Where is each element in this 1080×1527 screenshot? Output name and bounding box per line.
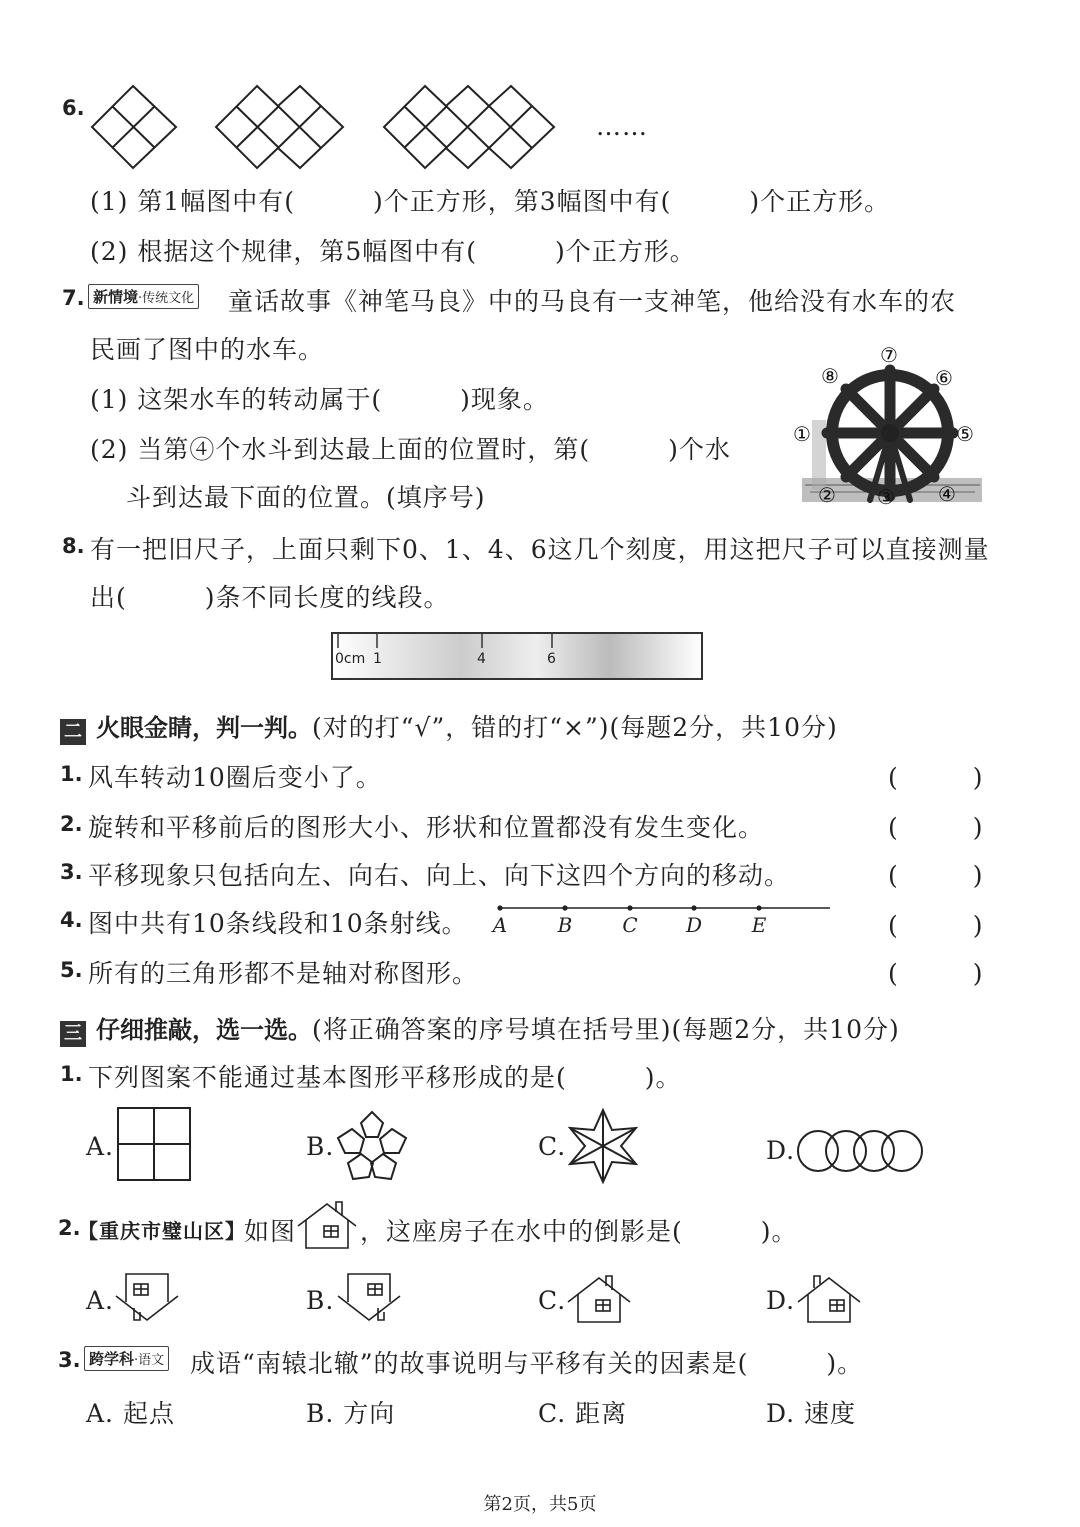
s2-item4-answer[interactable]: ( ) <box>888 911 983 940</box>
s3-q1-option-c[interactable]: C. <box>538 1132 567 1161</box>
section2-header <box>60 708 838 745</box>
s3-q1-option-b[interactable]: B. <box>306 1132 335 1161</box>
s3-q3-option-a[interactable]: A. 起点 <box>86 1399 175 1428</box>
line-abcde-figure <box>488 896 834 940</box>
q8-line2: 出( )条不同长度的线段。 <box>90 583 450 612</box>
wheel-label-6: ⑥ <box>935 366 953 390</box>
wheel-label-2: ② <box>818 483 836 507</box>
wheel-label-5: ⑤ <box>956 422 974 446</box>
point-label-a: A <box>492 913 508 937</box>
s2-item1-number: 1. <box>60 762 83 786</box>
q7-tag-sub: ·传统文化 <box>138 291 195 306</box>
section3-header <box>60 1010 900 1047</box>
s3-q3-tag <box>84 1346 169 1371</box>
point-label-c: C <box>622 913 638 937</box>
q6-part1: (1) 第1幅图中有( )个正方形，第3幅图中有( )个正方形。 <box>90 187 891 216</box>
option-a-square-grid <box>116 1106 192 1182</box>
s3-q3-option-b[interactable]: B. 方向 <box>306 1399 396 1428</box>
s2-item3-text: 平移现象只包括向左、向右、向上、向下这四个方向的移动。 <box>88 861 791 890</box>
s3-q3-text: 成语“南辕北辙”的故事说明与平移有关的因素是( )。 <box>190 1349 864 1378</box>
q7-part2-line2: 斗到达最下面的位置。(填序号) <box>126 483 486 512</box>
s3-q2-text-a: 如图 <box>244 1217 297 1246</box>
old-ruler <box>330 630 706 684</box>
point-label-e: E <box>751 913 767 937</box>
point-label-d: D <box>685 913 703 937</box>
q6-figure-2 <box>214 84 348 170</box>
s3-q1-option-a[interactable]: A. <box>86 1132 115 1161</box>
q8-number: 8. <box>62 534 85 558</box>
wheel-label-3: ③ <box>877 485 895 509</box>
house-icon <box>296 1200 358 1250</box>
section3-note: (将正确答案的序号填在括号里)(每题2分，共10分) <box>312 1015 900 1044</box>
q6-ellipsis: …… <box>596 112 648 141</box>
s3-q2-option-d[interactable]: D. <box>766 1286 796 1315</box>
q6-figure-3 <box>382 84 560 170</box>
q6-part2: (2) 根据这个规律，第5幅图中有( )个正方形。 <box>90 237 696 266</box>
option-b-pentagon-flower <box>334 1108 410 1184</box>
q6-number: 6. <box>62 96 85 120</box>
q7-line2: 民画了图中的水车。 <box>90 335 325 364</box>
wheel-label-1: ① <box>793 422 811 446</box>
section2-icon: 二 <box>60 719 86 745</box>
q8-line1: 有一把旧尺子，上面只剩下0、1、4、6这几个刻度，用这把尺子可以直接测量 <box>90 535 990 564</box>
ruler-label-6: 6 <box>547 651 556 667</box>
q6-figure-1 <box>90 84 180 170</box>
q7-number: 7. <box>62 286 85 310</box>
option-d-linked-circles <box>796 1126 926 1176</box>
page-footer: 第2页，共5页 <box>483 1494 597 1515</box>
q7-line1: 童话故事《神笔马良》中的马良有一支神笔，他给没有水车的农 <box>228 287 957 316</box>
q7-tag <box>88 284 199 309</box>
wheel-label-8: ⑧ <box>821 364 839 388</box>
s2-item3-answer[interactable]: ( ) <box>888 861 983 890</box>
s3-q2-option-b[interactable]: B. <box>306 1286 335 1315</box>
s2-item4-text: 图中共有10条线段和10条射线。 <box>88 909 468 938</box>
s3-q3-tag-main: 跨学科 <box>89 1350 135 1368</box>
section2-note: (对的打“√”，错的打“×”)(每题2分，共10分) <box>312 713 838 742</box>
s3-q1-text: 下列图案不能通过基本图形平移形成的是( )。 <box>88 1063 682 1092</box>
ruler-label-4: 4 <box>477 651 486 667</box>
q7-part2-line1: (2) 当第④个水斗到达最上面的位置时，第( )个水 <box>90 435 731 464</box>
s2-item4-number: 4. <box>60 908 83 932</box>
option-a-reflected-house <box>114 1272 180 1324</box>
s2-item1-text: 风车转动10圈后变小了。 <box>88 763 382 792</box>
s2-item1-answer[interactable]: ( ) <box>888 763 983 792</box>
s2-item3-number: 3. <box>60 860 83 884</box>
option-b-reflected-house <box>336 1272 402 1324</box>
s3-q2-option-a[interactable]: A. <box>86 1286 115 1315</box>
s2-item2-text: 旋转和平移前后的图形大小、形状和位置都没有发生变化。 <box>88 813 765 842</box>
ruler-label-0cm: 0cm <box>335 651 366 667</box>
s3-q3-option-c[interactable]: C. 距离 <box>538 1399 628 1428</box>
q7-tag-main: 新情境 <box>93 288 139 306</box>
section2-title: 火眼金睛，判一判。 <box>96 714 312 742</box>
ruler-label-1: 1 <box>373 651 382 667</box>
option-c-house <box>566 1274 632 1326</box>
s2-item2-number: 2. <box>60 812 83 836</box>
s3-q3-number: 3. <box>58 1348 81 1372</box>
s3-q1-option-d[interactable]: D. <box>766 1136 796 1165</box>
s3-q2-number: 2. <box>58 1216 81 1240</box>
option-d-house <box>796 1274 862 1326</box>
s2-item5-number: 5. <box>60 958 83 982</box>
point-label-b: B <box>557 913 573 937</box>
s3-q1-number: 1. <box>60 1062 83 1086</box>
s3-q3-tag-sub: ·语文 <box>134 1353 165 1368</box>
s2-item2-answer[interactable]: ( ) <box>888 813 983 842</box>
s3-q3-option-d[interactable]: D. 速度 <box>766 1399 857 1428</box>
s3-q2-option-c[interactable]: C. <box>538 1286 567 1315</box>
wheel-label-7: ⑦ <box>880 343 898 367</box>
s2-item5-answer[interactable]: ( ) <box>888 959 983 988</box>
wheel-label-4: ④ <box>938 482 956 506</box>
section3-icon: 三 <box>60 1021 86 1047</box>
section3-title: 仔细推敲，选一选。 <box>96 1016 312 1044</box>
water-wheel-image <box>790 340 990 510</box>
option-c-star-rhombus <box>566 1108 640 1184</box>
s3-q2-region: 【重庆市璧山区】 <box>78 1219 246 1243</box>
q7-part1: (1) 这架水车的转动属于( )现象。 <box>90 385 549 414</box>
s2-item5-text: 所有的三角形都不是轴对称图形。 <box>88 959 479 988</box>
s3-q2-text-b: ，这座房子在水中的倒影是( )。 <box>360 1217 798 1246</box>
